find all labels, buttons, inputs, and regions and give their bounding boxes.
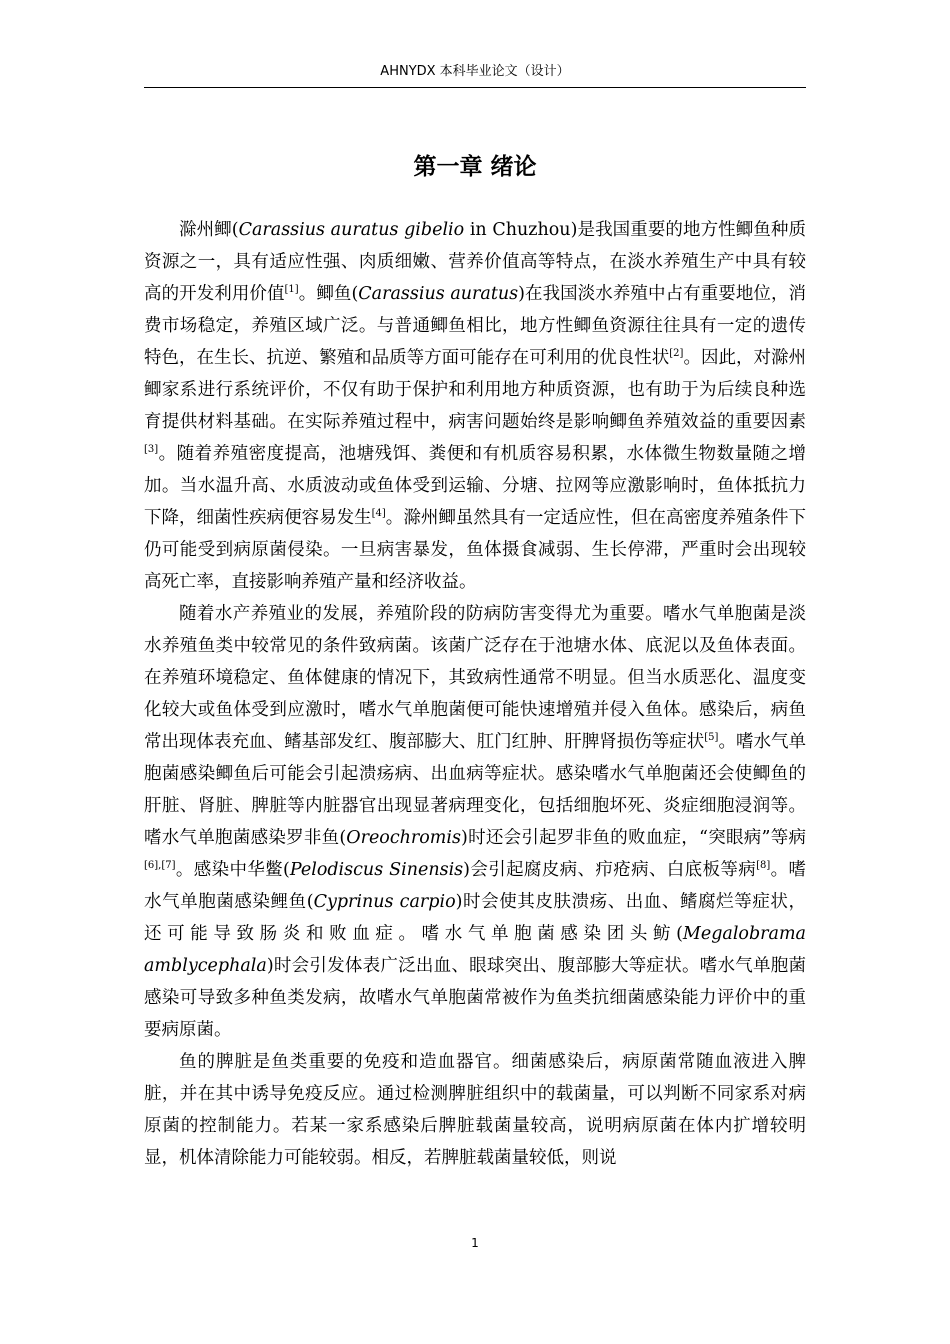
text-run: 。嗜水气单胞菌感染鲤鱼(	[144, 860, 807, 912]
body-text	[144, 214, 806, 1174]
text-run: )时会使其皮肤溃疡、出血、鳍腐烂等症状，还可能导致肠炎和败血症。嗜水气单胞菌感染团头鲂(	[144, 892, 807, 944]
text-run: 。因此，对滁州鲫家系进行系统评价，不仅有助于保护和利用地方种质资源，也有助于为后续良种选育提供材料基础。在实际养殖过程中，病害问题始终是影响鲫鱼养殖效益的重要因素	[144, 348, 806, 432]
citation: [4]	[371, 508, 386, 520]
species-name: Megalobrama amblycephala	[144, 924, 806, 976]
paragraph-2	[144, 598, 806, 1046]
text-run: 。嗜水气单胞菌感染鲫鱼后可能会引起溃疡病、出血病等症状。感染嗜水气单胞菌还会使鲫鱼的肝脏、肾脏、脾脏等内脏器官出现显著病理变化，包括细胞坏死、炎症细胞浸润等。嗜水气单胞菌感染罗非鱼(	[144, 732, 806, 848]
text-run: )在我国淡水养殖中占有重要地位，消费市场稳定，养殖区域广泛。与普通鲫鱼相比，地方性鲫鱼资源往往具有一定的遗传特色，在生长、抗逆、繁殖和品质等方面可能存在可利用的优良性状	[144, 284, 807, 368]
paragraph-1	[144, 214, 806, 598]
species-name: Cyprinus carpio	[313, 892, 456, 912]
species-name: Oreochromis	[346, 828, 461, 848]
header-rule	[144, 87, 806, 88]
page-number: 1	[471, 1236, 479, 1250]
species-name: Carassius auratus gibelio	[238, 220, 465, 240]
citation: [6],[7]	[144, 860, 176, 872]
text-run: in Chuzhou)是我国重要的地方性鲫鱼种质资源之一，具有适应性强、肉质细嫩、营养价值高等特点，在淡水养殖生产中具有较高的开发利用价值	[144, 220, 806, 304]
paragraph-3	[144, 1046, 806, 1174]
text-run: )时还会引起罗非鱼的败血症，“突眼病”等病	[460, 828, 806, 848]
text-run: 。鲫鱼(	[298, 284, 359, 304]
text-run: )会引起腐皮病、疖疮病、白底板等病	[463, 860, 757, 880]
text-run: 。感染中华鳖(	[175, 860, 290, 880]
species-name: Carassius auratus	[358, 284, 519, 304]
citation: [8]	[756, 860, 771, 872]
chapter-title: 第一章 绪论	[413, 154, 537, 180]
text-run: 。随着养殖密度提高，池塘残饵、粪便和有机质容易积累，水体微生物数量随之增加。当水温升高、水质波动或鱼体受到运输、分塘、拉网等应激影响时，鱼体抵抗力下降，细菌性疾病便容易发生	[144, 444, 806, 528]
citation: [2]	[669, 348, 684, 360]
text-run: )时会引发体表广泛出血、眼球突出、腹部膨大等症状。嗜水气单胞菌感染可导致多种鱼类发病，故嗜水气单胞菌常被作为鱼类抗细菌感染能力评价中的重要病原菌。	[144, 956, 806, 1040]
citation: [5]	[704, 732, 719, 744]
text-run: 。滁州鲫虽然具有一定适应性，但在高密度养殖条件下仍可能受到病原菌侵染。一旦病害暴发，鱼体摄食减弱、生长停滞，严重时会出现较高死亡率，直接影响养殖产量和经济收益。	[144, 508, 807, 592]
running-header: AHNYDX 本科毕业论文（设计）	[380, 64, 570, 79]
citation: [3]	[144, 444, 159, 456]
text-run: 滁州鲫(	[179, 220, 239, 240]
text-run: 随着水产养殖业的发展，养殖阶段的防病防害变得尤为重要。嗜水气单胞菌是淡水养殖鱼类中较常见的条件致病菌。该菌广泛存在于池塘水体、底泥以及鱼体表面。在养殖环境稳定、鱼体健康的情况下，其致病性通常不明显。但当水质恶化、温度变化较大或鱼体受到应激时，嗜水气单胞菌便可能快速增殖并侵入鱼体。感染后，病鱼常出现体表充血、鳍基部发红、腹部膨大、肛门红肿、肝脾肾损伤等症状	[144, 604, 806, 752]
species-name: Pelodiscus Sinensis	[289, 860, 464, 880]
citation: [1]	[284, 284, 299, 296]
text-run: 鱼的脾脏是鱼类重要的免疫和造血器官。细菌感染后，病原菌常随血液进入脾脏，并在其中诱导免疫反应。通过检测脾脏组织中的载菌量，可以判断不同家系对病原菌的控制能力。若某一家系感染后脾脏载菌量较高，说明病原菌在体内扩增较明显，机体清除能力可能较弱。相反，若脾脏载菌量较低，则说	[144, 1052, 806, 1168]
